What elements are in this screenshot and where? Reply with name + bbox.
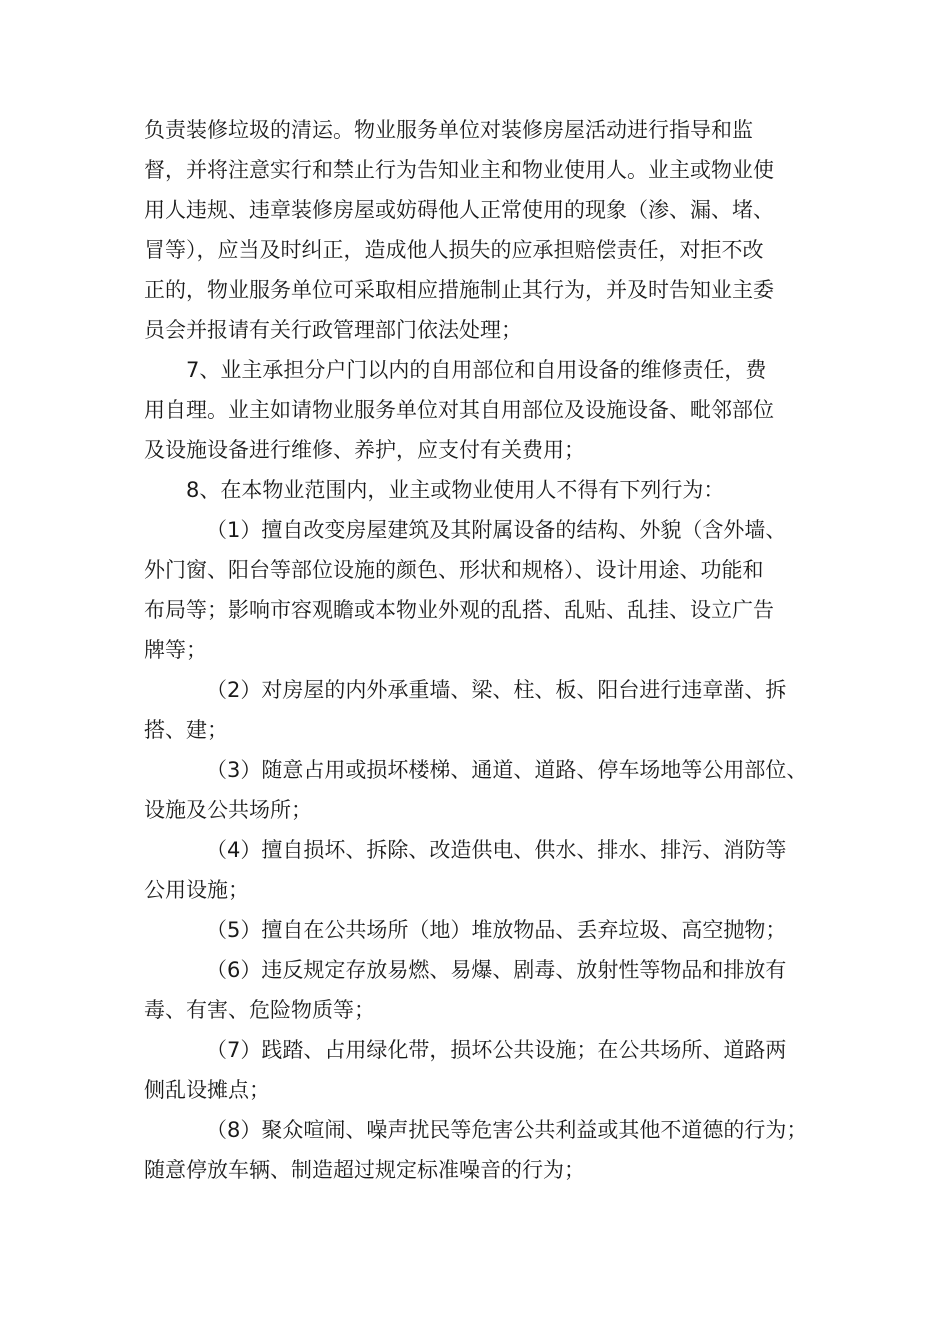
text-line: 及设施设备进行维修、养护，应支付有关费用；	[144, 438, 585, 462]
text-line: 侧乱设摊点；	[144, 1078, 270, 1102]
text-line: 搭、建；	[144, 718, 228, 742]
text-line: 8、在本物业范围内，业主或物业使用人不得有下列行为：	[186, 478, 725, 502]
text-line: 毒、有害、危险物质等；	[144, 998, 375, 1022]
text-line: （4）擅自损坏、拆除、改造供电、供水、排水、排污、消防等	[206, 838, 787, 862]
text-line: 布局等；影响市容观瞻或本物业外观的乱搭、乱贴、乱挂、设立广告	[144, 598, 774, 622]
text-line: 牌等；	[144, 638, 207, 662]
text-line: 员会并报请有关行政管理部门依法处理；	[144, 318, 522, 342]
text-line: （7）践踏、占用绿化带，损坏公共设施；在公共场所、道路两	[206, 1038, 787, 1062]
text-line: 正的，物业服务单位可采取相应措施制止其行为，并及时告知业主委	[144, 278, 774, 302]
text-line: （5）擅自在公共场所（地）堆放物品、丢弃垃圾、高空抛物；	[206, 918, 787, 942]
text-line: 冒等），应当及时纠正，造成他人损失的应承担赔偿责任，对拒不改	[144, 238, 764, 262]
text-line: （3）随意占用或损坏楼梯、通道、道路、停车场地等公用部位、	[206, 758, 808, 782]
text-line: 随意停放车辆、制造超过规定标准噪音的行为；	[144, 1158, 585, 1182]
text-line: 外门窗、阳台等部位设施的颜色、形状和规格）、设计用途、功能和	[144, 558, 764, 582]
text-line: （2）对房屋的内外承重墙、梁、柱、板、阳台进行违章凿、拆	[206, 678, 787, 702]
text-line: 督，并将注意实行和禁止行为告知业主和物业使用人。业主或物业使	[144, 158, 774, 182]
text-line: 7、业主承担分户门以内的自用部位和自用设备的维修责任，费	[186, 358, 767, 382]
text-line: （1）擅自改变房屋建筑及其附属设备的结构、外貌（含外墙、	[206, 518, 787, 542]
text-line: 用自理。业主如请物业服务单位对其自用部位及设施设备、毗邻部位	[144, 398, 774, 422]
text-line: （8）聚众喧闹、噪声扰民等危害公共利益或其他不道德的行为；	[206, 1118, 808, 1142]
text-line: 负责装修垃圾的清运。物业服务单位对装修房屋活动进行指导和监	[144, 118, 753, 142]
text-line: 用人违规、违章装修房屋或妨碍他人正常使用的现象（渗、漏、堵、	[144, 198, 774, 222]
text-line: 设施及公共场所；	[144, 798, 312, 822]
text-line: 公用设施；	[144, 878, 249, 902]
text-line: （6）违反规定存放易燃、易爆、剧毒、放射性等物品和排放有	[206, 958, 787, 982]
